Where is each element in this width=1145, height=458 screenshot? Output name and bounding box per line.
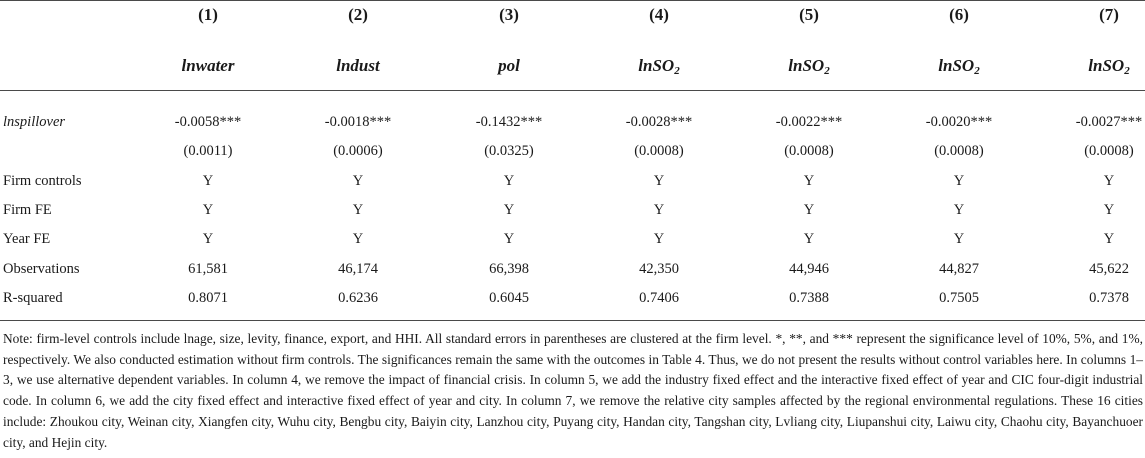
column-number: (7): [1099, 5, 1119, 24]
table-cell: 0.7505: [939, 290, 979, 306]
row-label: Firm controls: [3, 173, 82, 189]
table-cell: Y: [352, 202, 364, 218]
table-cell: 42,350: [639, 261, 679, 277]
table-cell: Y: [953, 202, 965, 218]
table-cell: 0.8071: [188, 290, 228, 306]
table-cell: 0.7378: [1089, 290, 1129, 306]
table-cell: (0.0008): [1084, 143, 1134, 159]
table-cell: Y: [202, 231, 214, 247]
column-variable: lndust: [336, 56, 380, 75]
table-cell: Y: [1103, 202, 1115, 218]
column-number: (5): [799, 5, 819, 24]
table-cell: Y: [202, 202, 214, 218]
table-cell: Y: [503, 173, 515, 189]
table-cell: -0.1432***: [475, 114, 543, 130]
table-cell: Y: [803, 173, 815, 189]
table-cell: 46,174: [338, 261, 378, 277]
table-cell: Y: [1103, 231, 1115, 247]
column-variable: lnwater: [181, 56, 235, 75]
column-variable: lnSO$_2$: [1088, 56, 1130, 77]
table-cell: 0.7406: [639, 290, 679, 306]
table-cell: Y: [1103, 173, 1115, 189]
table-top-rule: [0, 0, 1145, 1]
row-label: Year FE: [3, 231, 51, 247]
table-cell: Y: [653, 173, 665, 189]
column-number: (4): [649, 5, 669, 24]
table-cell: 0.6045: [489, 290, 529, 306]
table-cell: Y: [352, 231, 364, 247]
table-cell: (0.0006): [333, 143, 383, 159]
column-number: (6): [949, 5, 969, 24]
row-label: R-squared: [3, 290, 63, 306]
table-header-rule: [0, 90, 1145, 91]
row-label: Observations: [3, 261, 80, 277]
table-cell: Y: [953, 231, 965, 247]
table-cell: -0.0058***: [174, 114, 242, 130]
table-cell: Y: [653, 202, 665, 218]
table-cell: -0.0022***: [775, 114, 843, 130]
table-cell: -0.0027***: [1075, 114, 1143, 130]
row-label: lnspillover: [3, 114, 66, 130]
table-cell: -0.0028***: [625, 114, 693, 130]
table-cell: 0.6236: [338, 290, 378, 306]
table-cell: Y: [352, 173, 364, 189]
row-label: Firm FE: [3, 202, 52, 218]
table-cell: (0.0008): [784, 143, 834, 159]
table-cell: 44,946: [789, 261, 829, 277]
table-cell: (0.0008): [934, 143, 984, 159]
table-cell: 66,398: [489, 261, 529, 277]
table-cell: -0.0020***: [925, 114, 993, 130]
table-cell: Y: [653, 231, 665, 247]
table-cell: (0.0008): [634, 143, 684, 159]
column-variable: lnSO$_2$: [938, 56, 980, 77]
table-cell: -0.0018***: [324, 114, 392, 130]
column-number: (2): [348, 5, 368, 24]
table-cell: Y: [803, 231, 815, 247]
column-number: (3): [499, 5, 519, 24]
table-cell: 0.7388: [789, 290, 829, 306]
table-cell: 45,622: [1089, 261, 1129, 277]
table-cell: Y: [953, 173, 965, 189]
table-note: Note: firm-level controls include lnage, size, levity, finance, export, and HHI. All standard errors in parentheses are clustered at the firm level. *, **, and *** represent the significance level of 10%, 5%, and 1%, respectively. We also conducted estimation without firm controls. The significances remain the same with the outcomes in Table 4. Thus, we do not present the results without control variables here. In columns 1–3, we use alternative dependent variables. In column 4, we remove the impact of financial crisis. In column 5, we add the industry fixed effect and the interactive fixed effect of year and CIC four-digit industrial code. In column 6, we add the city fixed effect and interactive fixed effect of year and city. In column 7, we remove the relative city samples affected by the regional environmental regulations. These 16 cities include: Zhoukou city, Weinan city, Xiangfen city, Wuhu city, Bengbu city, Baiyin city, Lanzhou city, Puyang city, Handan city, Tangshan city, Lvliang city, Liupanshui city, Laiwu city, Chaohu city, Bayanchuoer city, and Hejin city.: [3, 331, 1143, 450]
table-cell: Y: [503, 231, 515, 247]
column-variable: lnSO$_2$: [638, 56, 680, 77]
table-cell: 44,827: [939, 261, 979, 277]
table-cell: 61,581: [188, 261, 228, 277]
table-cell: Y: [202, 173, 214, 189]
table-cell: Y: [803, 202, 815, 218]
column-variable: pol: [498, 56, 520, 75]
table-cell: (0.0011): [183, 143, 233, 159]
table-bottom-rule: [0, 320, 1145, 321]
table-cell: Y: [503, 202, 515, 218]
table-cell: (0.0325): [484, 143, 534, 159]
column-number: (1): [198, 5, 218, 24]
column-variable: lnSO$_2$: [788, 56, 830, 77]
